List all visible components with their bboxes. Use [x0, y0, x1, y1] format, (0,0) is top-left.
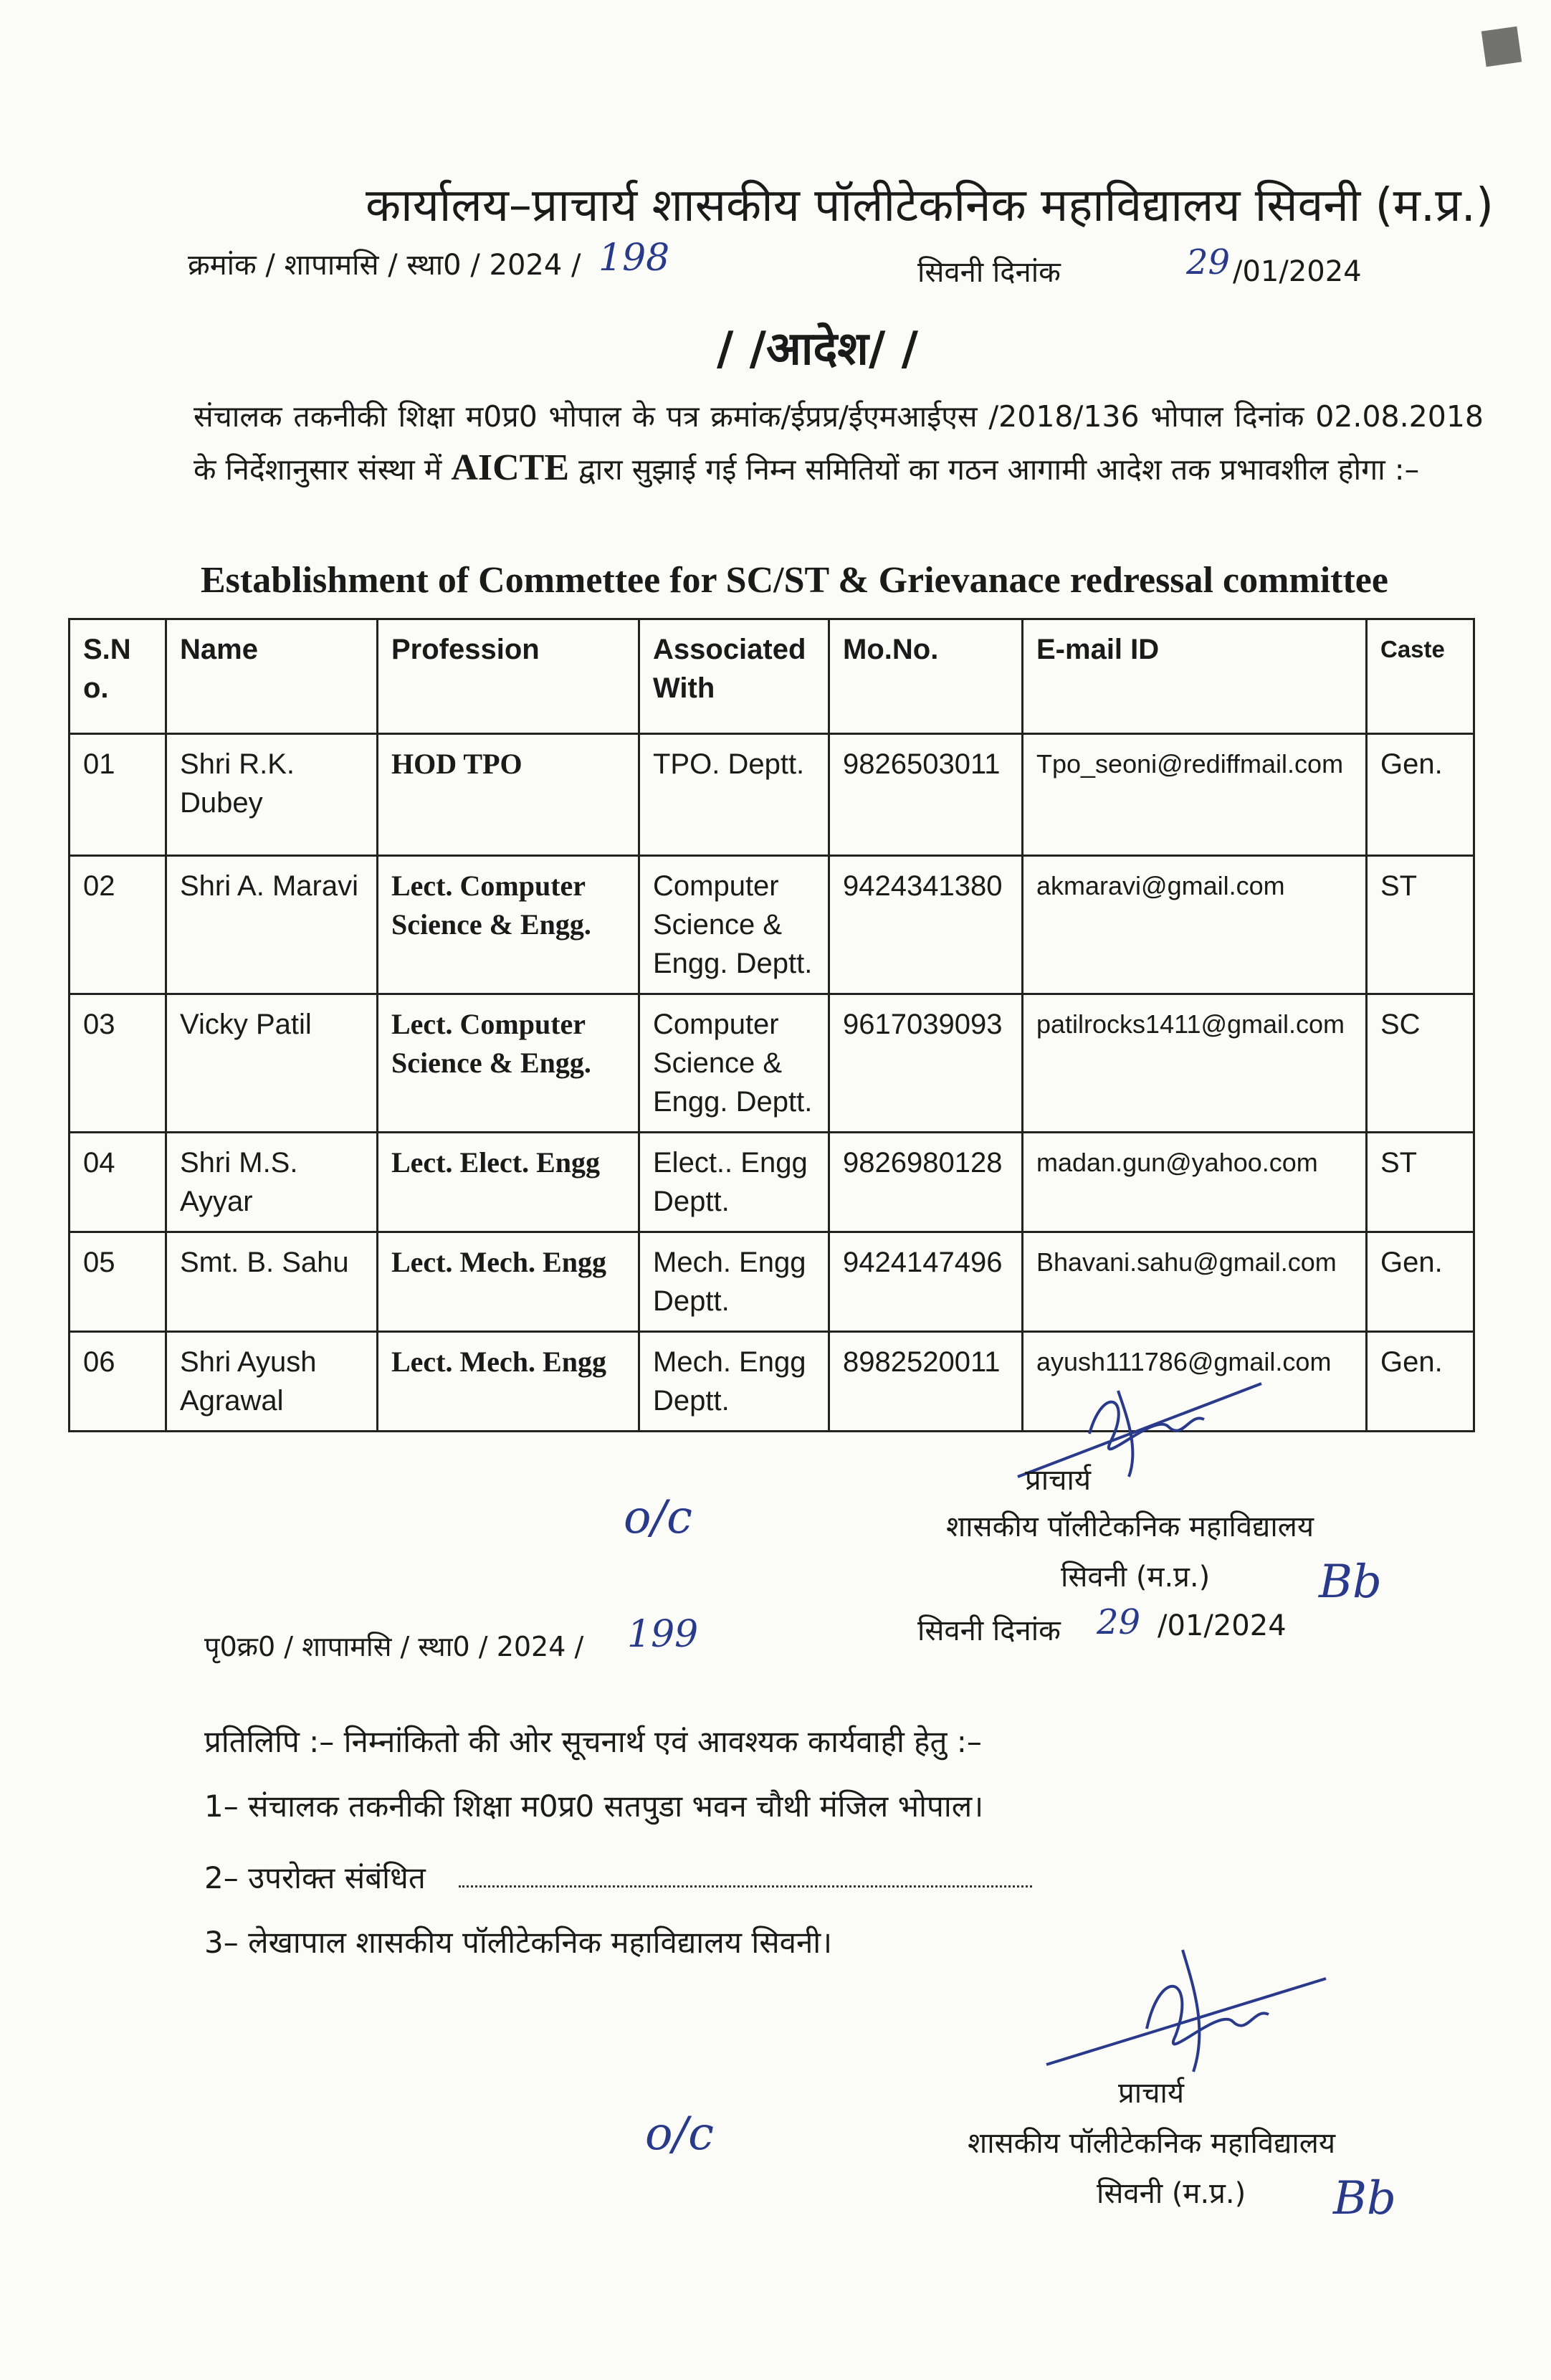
- reference-number-handwritten: 198: [598, 237, 670, 280]
- header-email: E-mail ID: [1023, 619, 1367, 734]
- cell-email: akmaravi@gmail.com: [1023, 856, 1367, 994]
- office-title: कार्यालय–प्राचार्य शासकीय पॉलीटेकनिक महाविद्यालय सिवनी (म.प्र.): [366, 179, 1494, 232]
- copy-to-title: प्रतिलिपि :– निम्नांकितो की ओर सूचनार्थ एवं आवश्यक कार्यवाही हेतु :–: [204, 1724, 982, 1759]
- header-sno: S.N o.: [70, 619, 166, 734]
- cell-associated-with: Computer Science & Engg. Deptt.: [639, 856, 829, 994]
- table-row: [70, 1232, 1474, 1332]
- cell-caste: ST: [1367, 856, 1474, 994]
- cell-mobile: 9826503011: [829, 734, 1023, 856]
- corner-stamp-icon: [1481, 27, 1522, 67]
- copy-to-item-1: 1– संचालक तकनीकी शिक्षा म0प्र0 सतपुडा भवन चौथी मंजिल भोपाल।: [204, 1789, 984, 1824]
- cell-profession: Lect. Computer Science & Engg.: [378, 994, 639, 1133]
- cell-caste: SC: [1367, 994, 1474, 1133]
- cell-sno: 06: [70, 1332, 166, 1432]
- cell-associated-with: Elect.. Engg Deptt.: [639, 1133, 829, 1232]
- header-mobile: Mo.No.: [829, 619, 1023, 734]
- cell-associated-with: Mech. Engg Deptt.: [639, 1232, 829, 1332]
- intro-paragraph: [194, 391, 1484, 495]
- table-row: [70, 856, 1474, 994]
- copy-to-item-3: 3– लेखापाल शासकीय पॉलीटेकनिक महाविद्यालय सिवनी।: [204, 1925, 833, 1960]
- header-name: Name: [166, 619, 378, 734]
- order-heading: / /आदेश/ /: [717, 323, 918, 376]
- signature-2-title: प्राचार्य: [1118, 2077, 1185, 2110]
- oc-mark-1: o/c: [624, 1491, 692, 1544]
- table-heading: Establishment of Commettee for SC/ST & Grievanace redressal committee: [201, 560, 1388, 601]
- cell-mobile: 9617039093: [829, 994, 1023, 1133]
- cell-email: ayush111786@gmail.com: [1023, 1332, 1367, 1432]
- signature-1-place: सिवनी (म.प्र.): [1061, 1561, 1211, 1594]
- cell-sno: 01: [70, 734, 166, 856]
- signature-2: [1039, 1936, 1340, 2079]
- signature-1-title: प्राचार्य: [1025, 1464, 1092, 1497]
- cell-email: madan.gun@yahoo.com: [1023, 1133, 1367, 1232]
- table-row: [70, 994, 1474, 1133]
- cell-sno: 05: [70, 1232, 166, 1332]
- cell-caste: Gen.: [1367, 734, 1474, 856]
- cell-sno: 03: [70, 994, 166, 1133]
- cell-profession: Lect. Mech. Engg: [378, 1232, 639, 1332]
- intro-text-part2: द्वारा सुझाई गई निम्न समितियों का गठन आगामी आदेश तक प्रभावशील होगा :–: [578, 452, 1420, 487]
- header-associated-with: Associated With: [639, 619, 829, 734]
- oc-mark-2: o/c: [645, 2108, 714, 2161]
- endorsement-date-label: सिवनी दिनांक: [917, 1614, 1061, 1647]
- cell-profession: Lect. Elect. Engg: [378, 1133, 639, 1232]
- signature-1-institute: शासकीय पॉलीटेकनिक महाविद्यालय: [946, 1510, 1314, 1543]
- table-row: [70, 734, 1474, 856]
- cell-associated-with: Mech. Engg Deptt.: [639, 1332, 829, 1432]
- cell-sno: 04: [70, 1133, 166, 1232]
- date-day-handwritten: 29: [1186, 242, 1231, 282]
- table-row: [70, 1133, 1474, 1232]
- cell-email: Tpo_seoni@rediffmail.com: [1023, 734, 1367, 856]
- cell-mobile: 8982520011: [829, 1332, 1023, 1432]
- cell-email: patilrocks1411@gmail.com: [1023, 994, 1367, 1133]
- cell-mobile: 9424341380: [829, 856, 1023, 994]
- cell-caste: Gen.: [1367, 1332, 1474, 1432]
- intro-text-part1: संचालक तकनीकी शिक्षा म0प्र0 भोपाल के पत्र क्रमांक/ईप्रप्र/ईएमआईएस /2018/136 भोपाल दिनांक 02.08.2018 के निर्देशानुसार संस्था में: [194, 399, 1484, 487]
- cell-profession: Lect. Computer Science & Engg.: [378, 856, 639, 994]
- cell-name: Shri A. Maravi: [166, 856, 378, 994]
- endorsement-date-day: 29: [1097, 1602, 1141, 1642]
- cell-sno: 02: [70, 856, 166, 994]
- cell-name: Vicky Patil: [166, 994, 378, 1133]
- cell-name: Shri Ayush Agrawal: [166, 1332, 378, 1432]
- table-header-row: [70, 619, 1474, 734]
- copy-to-item-2: 2– उपरोक्त संबंधित: [204, 1860, 426, 1895]
- header-profession: Profession: [378, 619, 639, 734]
- intro-aicte: AICTE: [451, 447, 570, 488]
- cell-mobile: 9424147496: [829, 1232, 1023, 1332]
- table-body: [70, 734, 1474, 1432]
- signature-2-place: सिवनी (म.प्र.): [1097, 2177, 1246, 2210]
- endorsement-date-month-year: /01/2024: [1158, 1609, 1287, 1642]
- endorsement-reference-label: पृ0क्र0 / शापामसि / स्था0 / 2024 /: [204, 1631, 584, 1662]
- reference-number-label: क्रमांक / शापामसि / स्था0 / 2024 /: [188, 249, 581, 282]
- initials-1: Bb: [1319, 1556, 1382, 1609]
- cell-email: Bhavani.sahu@gmail.com: [1023, 1232, 1367, 1332]
- cell-profession: Lect. Mech. Engg: [378, 1332, 639, 1432]
- cell-name: Shri M.S. Ayyar: [166, 1133, 378, 1232]
- initials-2: Bb: [1333, 2172, 1396, 2225]
- cell-associated-with: TPO. Deptt.: [639, 734, 829, 856]
- cell-associated-with: Computer Science & Engg. Deptt.: [639, 994, 829, 1133]
- signature-2-institute: शासकीय पॉलीटेकनिक महाविद्यालय: [968, 2127, 1336, 2160]
- cell-caste: ST: [1367, 1133, 1474, 1232]
- cell-name: Smt. B. Sahu: [166, 1232, 378, 1332]
- endorsement-reference-handwritten: 199: [627, 1613, 699, 1656]
- cell-name: Shri R.K. Dubey: [166, 734, 378, 856]
- date-label: सिवनी दिनांक: [917, 256, 1061, 289]
- date-month-year: /01/2024: [1233, 255, 1362, 288]
- committee-table: [68, 618, 1475, 1432]
- cell-profession: HOD TPO: [378, 734, 639, 856]
- header-caste: Caste: [1367, 619, 1474, 734]
- cell-mobile: 9826980128: [829, 1133, 1023, 1232]
- cell-caste: Gen.: [1367, 1232, 1474, 1332]
- dotted-fill-line: [459, 1864, 1032, 1888]
